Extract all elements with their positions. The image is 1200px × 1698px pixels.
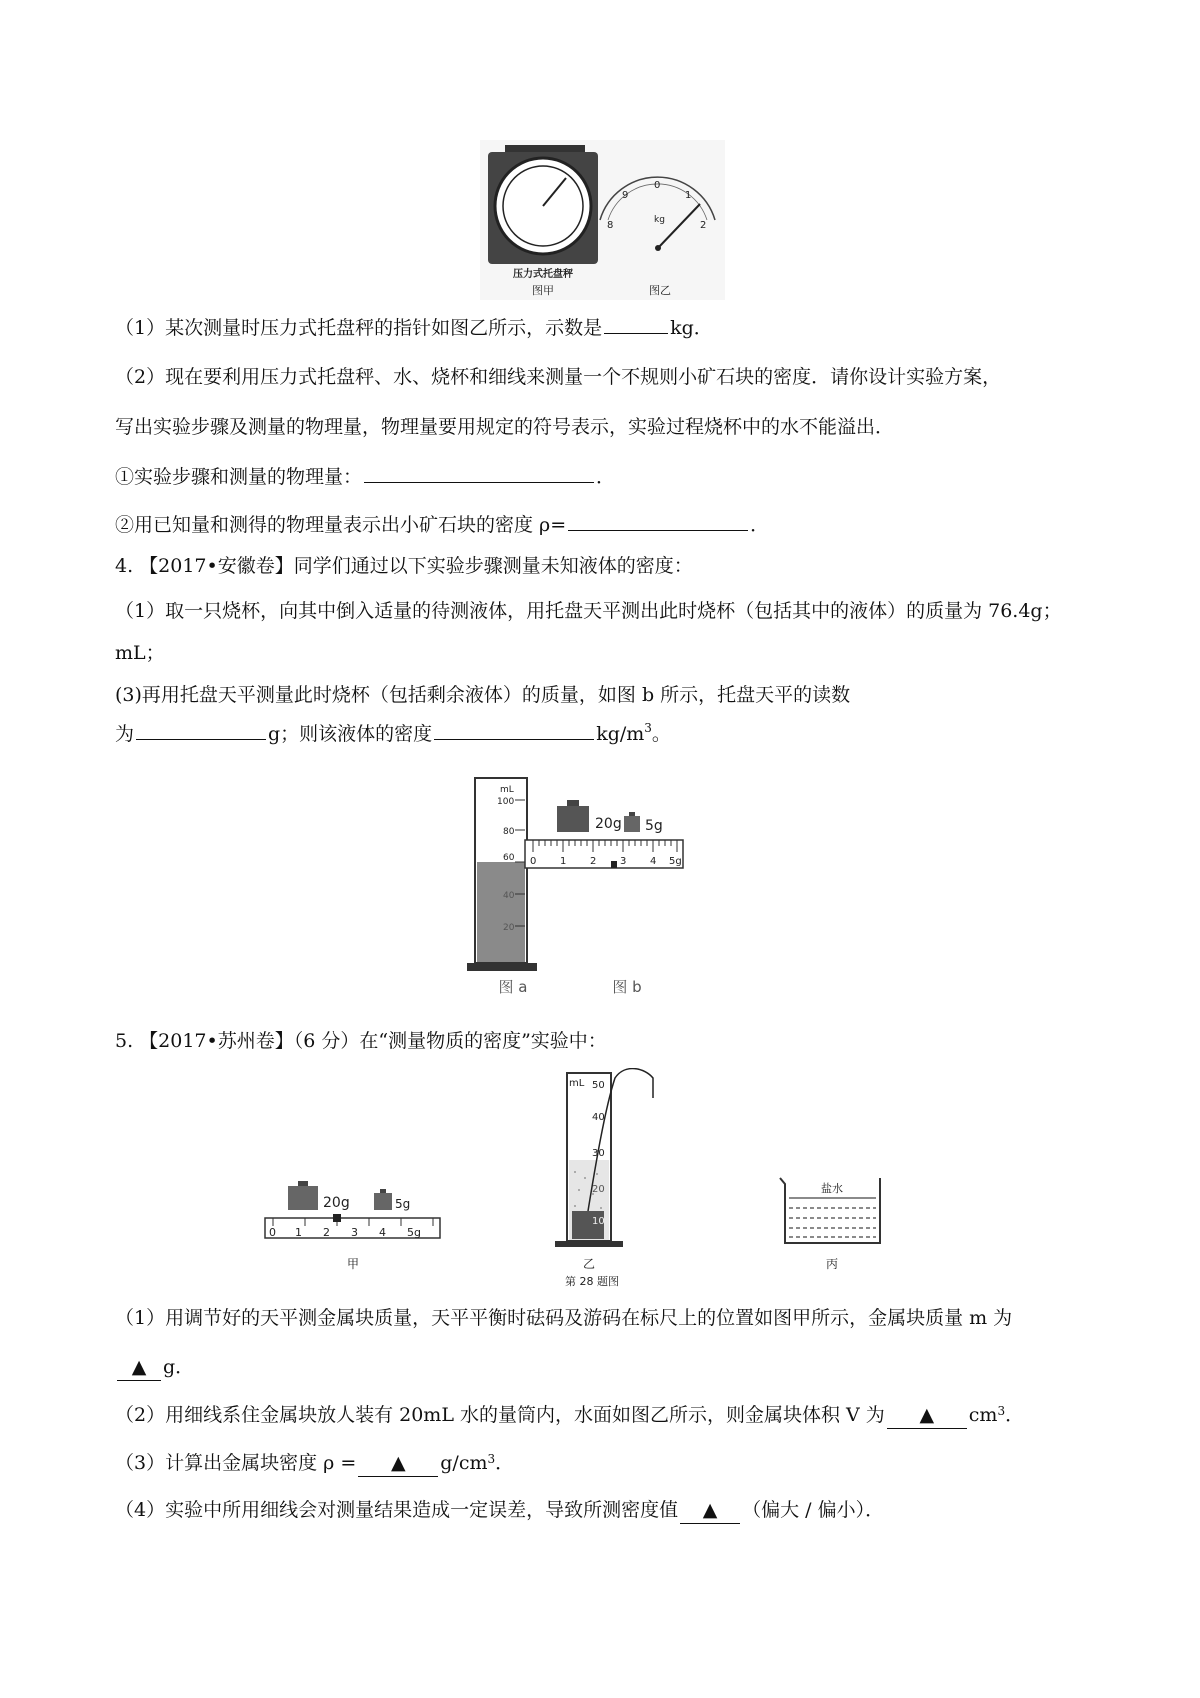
q5-part3: （3）计算出金属块密度 ρ = ▲ $g/cm^3$． [115,1450,514,1477]
dial-unit: kg [654,215,665,225]
cyl-tick-40: 40 [503,891,515,901]
graduated-cylinder-a [467,778,537,971]
weight-5g [624,816,640,832]
q3-part2-line2: 写出实验步骤及测量的物理量，物理量要用规定的符号表示，实验过程烧杯中的水不能溢出． [115,416,895,438]
cyl-tick-30: 30 [592,1148,605,1159]
weight-5g [374,1193,392,1210]
caption-bing: 丙 [825,1257,839,1271]
weight-20g [288,1186,318,1210]
q3-step1: ①实验步骤和测量的物理量： ． [115,462,615,490]
ruler-tick-0: 0 [530,856,537,867]
figure-liquid-density [445,760,755,1000]
scale-label: 压力式托盘秤 [513,269,573,280]
balance-ruler-b [525,840,683,868]
weight-20g-label: 20g [595,816,622,832]
cyl-unit: mL [500,785,514,795]
graduated-cylinder-yi [555,1069,653,1271]
caption-jia: 甲 [346,1257,360,1271]
dial-tick-0: 0 [654,180,661,191]
rider [333,1214,341,1222]
ruler-tick-2: 2 [323,1226,330,1239]
ruler-tick-2: 2 [590,856,597,867]
cyl-tick-50: 50 [592,1080,605,1091]
rider [611,861,617,868]
beaker-bing [780,1178,880,1271]
answer-marker[interactable]: ▲ [358,1450,438,1477]
dial-tick-9: 9 [622,190,629,201]
ruler-tick-5g: 5g [407,1226,421,1239]
q5-part2: （2）用细线系住金属块放人装有 20mL 水的量筒内，水面如图乙所示，则金属块体积 V 为 ▲ $cm^3$． [115,1402,1024,1429]
caption-yi: 乙 [582,1257,596,1271]
ruler-tick-5g: 5g [669,856,682,867]
answer-marker[interactable]: ▲ [680,1497,740,1524]
q4-part3: (3)再用托盘天平测量此时烧杯（包括剩余液体）的质量，如图 b 所示，托盘天平的读数 [115,684,851,706]
answer-blank[interactable] [568,510,748,531]
q4-part1: （1）取一只烧杯，向其中倒入适量的待测液体，用托盘天平测出此时烧杯（包括其中的液体）的质量为 76.4g； [115,600,1062,622]
cyl-tick-10: 10 [592,1216,605,1227]
ruler-tick-4: 4 [379,1226,386,1239]
cyl-tick-80: 80 [503,827,515,837]
ruler-tick-1: 1 [560,856,567,867]
answer-blank[interactable] [604,313,668,334]
cyl-tick-100: 100 [497,797,515,807]
balance-jia [265,1181,440,1271]
cyl-tick-40: 40 [592,1112,605,1123]
weight-5g-label: 5g [645,818,663,834]
cyl-tick-60: 60 [503,853,515,863]
q3-part2-line1: （2）现在要利用压力式托盘秤、水、烧杯和细线来测量一个不规则小矿石块的密度．请你设计实验方案， [115,366,1002,388]
figure-caption: 第 28 题图 [565,1275,619,1288]
dial-tick-1: 1 [685,190,692,201]
q5-title: 5. 【2017•苏州卷】（6 分）在“测量物质的密度”实验中： [115,1030,607,1052]
weight-5g-label: 5g [395,1197,411,1211]
scale-top-bar [505,145,585,153]
liquid-level [477,862,525,962]
answer-marker[interactable]: ▲ [117,1354,161,1381]
cyl-tick-20: 20 [592,1184,605,1195]
caption-yi: 图乙 [649,284,671,297]
q4-part3b: 为 g；则该液体的密度 $kg/m^3$。 [115,721,671,745]
figure-metal-density [255,1068,975,1290]
q4-part2: mL； [115,642,165,664]
answer-blank[interactable] [364,462,594,483]
weights-b [557,800,663,834]
dial-tick-8: 8 [607,220,614,231]
q3-step2: ②用已知量和测得的物理量表示出小矿石块的密度 ρ= ． [115,510,769,538]
caption-a: 图 a [498,978,528,996]
q5-part1-line1: （1）用调节好的天平测金属块质量，天平平衡时砝码及游码在标尺上的位置如图甲所示，金属块质量 m 为 [115,1307,1013,1329]
q5-part4: （4）实验中所用细线会对测量结果造成一定误差，导致所测密度值 ▲ （偏大 / 偏小）． [115,1497,884,1524]
ruler-tick-3: 3 [620,856,627,867]
q5-part1-line2: ▲ g． [115,1354,194,1381]
cyl-tick-20: 20 [503,923,515,933]
weight-20g-label: 20g [323,1195,350,1211]
answer-marker[interactable]: ▲ [887,1402,967,1429]
beaker-label: 盐水 [821,1182,843,1195]
caption-jia: 图甲 [532,284,554,297]
cyl-unit: mL [569,1078,585,1089]
ruler-tick-0: 0 [269,1226,276,1239]
dial-tick-2: 2 [700,220,707,231]
figure-pressure-scale [480,140,725,300]
q4-title: 4. 【2017•安徽卷】同学们通过以下实验步骤测量未知液体的密度： [115,555,693,577]
ruler-tick-4: 4 [650,856,657,867]
weight-20g [557,806,589,832]
q3-part1: （1）某次测量时压力式托盘秤的指针如图乙所示，示数是 kg． [115,313,713,341]
answer-blank[interactable] [136,719,266,740]
ruler-tick-1: 1 [295,1226,302,1239]
ruler-tick-3: 3 [351,1226,358,1239]
answer-blank[interactable] [434,719,594,740]
caption-b: 图 b [612,978,642,996]
